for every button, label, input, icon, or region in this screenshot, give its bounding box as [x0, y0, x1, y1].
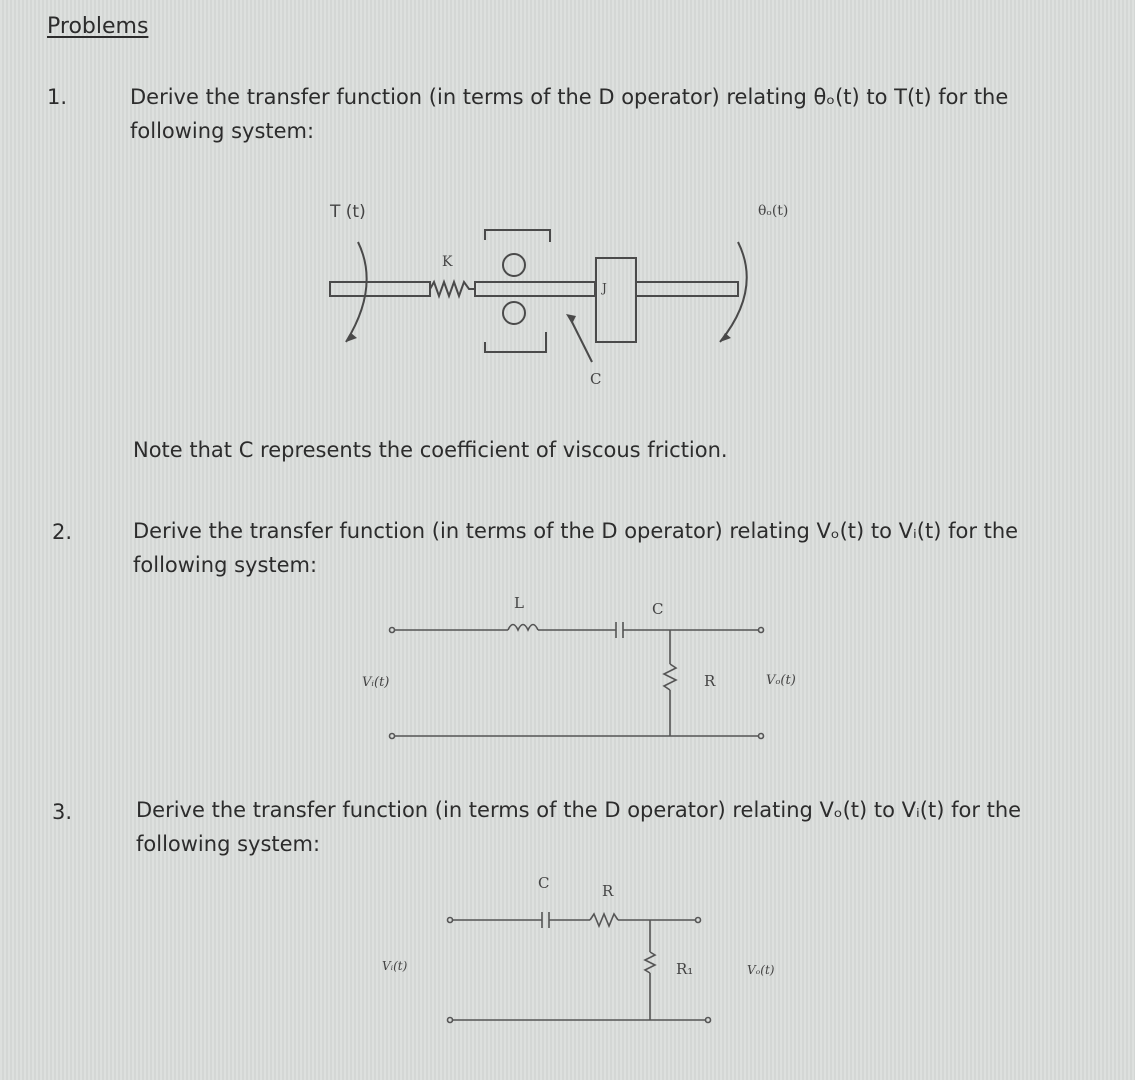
damper-housing-top: [485, 230, 550, 242]
resistor-r: [664, 664, 676, 690]
rotational-system-diagram: [300, 190, 820, 400]
problem-1-number: 1.: [47, 85, 68, 109]
label-resistor: R: [704, 672, 716, 690]
label-resistor-shunt: R₁: [676, 960, 694, 978]
problem-1-note: Note that C represents the coefficient of viscous friction.: [133, 438, 728, 462]
inductor-l: [508, 625, 538, 631]
label-vout: Vₒ(t): [766, 673, 796, 688]
rlc-circuit-diagram: [362, 590, 830, 750]
label-inductor: L: [514, 594, 524, 612]
right-shaft: [636, 282, 738, 296]
problem-2-line2: following system:: [133, 553, 318, 577]
left-shaft: [330, 282, 430, 296]
label-resistor: R: [602, 882, 614, 900]
problem-3-number: 3.: [52, 800, 73, 824]
problem-1-text: [130, 80, 1008, 148]
torque-arrow: [346, 242, 367, 342]
problem-3-text: [136, 793, 1021, 861]
inertia-j: [596, 258, 636, 342]
problem-3-line1: Derive the transfer function (in terms of the D operator) relating Vₒ(t) to Vᵢ(t) for the: [136, 798, 1022, 822]
problem-2-number: 2.: [52, 520, 73, 544]
resistor-r: [590, 914, 618, 926]
problem-2-text: [133, 514, 1018, 582]
label-vin: Vᵢ(t): [382, 959, 408, 973]
label-capacitor: C: [538, 874, 550, 892]
resistor-r1: [645, 952, 655, 973]
label-vout: Vₒ(t): [747, 963, 775, 977]
label-damper: C: [590, 370, 602, 388]
label-spring: K: [442, 254, 453, 270]
label-inertia: J: [602, 281, 607, 295]
label-torque: T (t): [330, 202, 366, 222]
spring-k: [430, 282, 475, 296]
middle-shaft: [475, 282, 595, 296]
page-heading: Problems: [47, 14, 149, 39]
problem-1-line2: following system:: [130, 119, 315, 143]
theta-arrow: [720, 242, 747, 342]
damper-housing-bottom: [485, 332, 546, 352]
label-vin: Vᵢ(t): [362, 675, 390, 690]
problem-1-line1: Derive the transfer function (in terms of the D operator) relating θₒ(t) to T(t) for the: [130, 85, 1009, 109]
rc-circuit-diagram: [382, 868, 820, 1038]
problem-2-line1: Derive the transfer function (in terms of the D operator) relating Vₒ(t) to Vᵢ(t) for the: [133, 519, 1019, 543]
label-capacitor: C: [652, 600, 664, 618]
problem-3-line2: following system:: [136, 832, 321, 856]
label-theta: θₒ(t): [758, 203, 789, 219]
